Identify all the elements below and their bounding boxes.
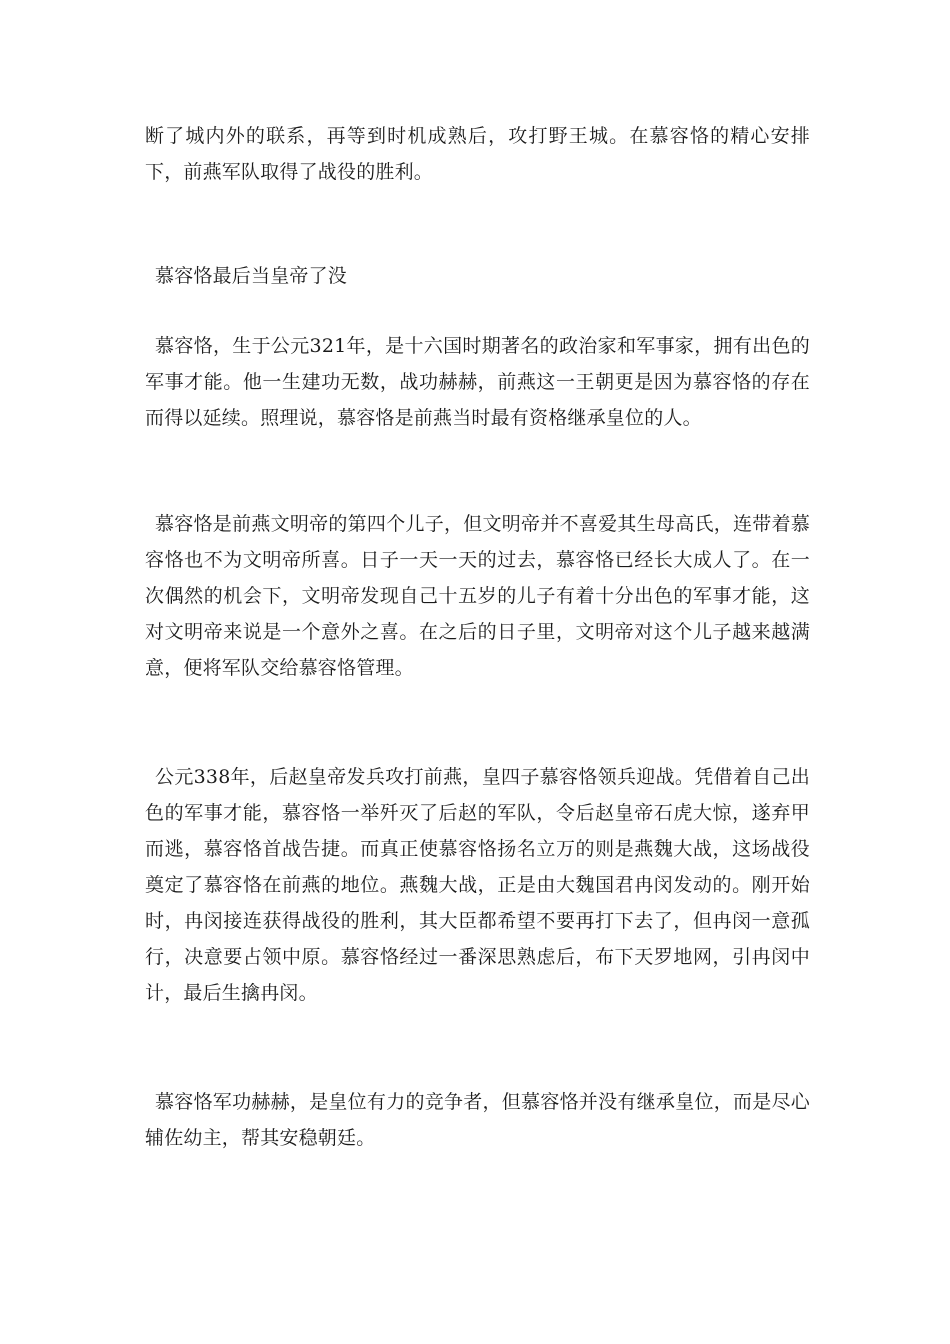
paragraph-conclusion: 慕容恪军功赫赫，是皇位有力的竞争者，但慕容恪并没有继承皇位，而是尽心辅佐幼主，帮其安稳朝廷。 (145, 1091, 810, 1149)
paragraph-intro: 慕容恪，生于公元321年，是十六国时期著名的政治家和军事家，拥有出色的军事才能。他一生建功无数，战功赫赫，前燕这一王朝更是因为慕容恪的存在而得以延续。照理说，慕容恪是前燕当时最有资格继承皇位的人。 (145, 335, 810, 429)
section-heading: 慕容恪最后当皇帝了没 (155, 265, 348, 287)
paragraph-continuation: 断了城内外的联系，再等到时机成熟后，攻打野王城。在慕容恪的精心安排下，前燕军队取得了战役的胜利。 (145, 125, 810, 183)
paragraph-battles: 公元338年，后赵皇帝发兵攻打前燕，皇四子慕容恪领兵迎战。凭借着自己出色的军事才能，慕容恪一举歼灭了后赵的军队，令后赵皇帝石虎大惊，遂弃甲而逃，慕容恪首战告捷。而真正使慕容恪扬名立万的则是燕魏大战，这场战役奠定了慕容恪在前燕的地位。燕魏大战，正是由大魏国君冉闵发动的。刚开始时，冉闵接连获得战役的胜利，其大臣都希望不要再打下去了，但冉闵一意孤行，决意要占领中原。慕容恪经过一番深思熟虑后，布下天罗地网，引冉闵中计，最后生擒冉闵。 (145, 766, 810, 1004)
paragraph-background: 慕容恪是前燕文明帝的第四个儿子，但文明帝并不喜爱其生母高氏，连带着慕容恪也不为文明帝所喜。日子一天一天的过去，慕容恪已经长大成人了。在一次偶然的机会下，文明帝发现自己十五岁的儿子有着十分出色的军事才能，这对文明帝来说是一个意外之喜。在之后的日子里，文明帝对这个儿子越来越满意，便将军队交给慕容恪管理。 (145, 513, 810, 679)
